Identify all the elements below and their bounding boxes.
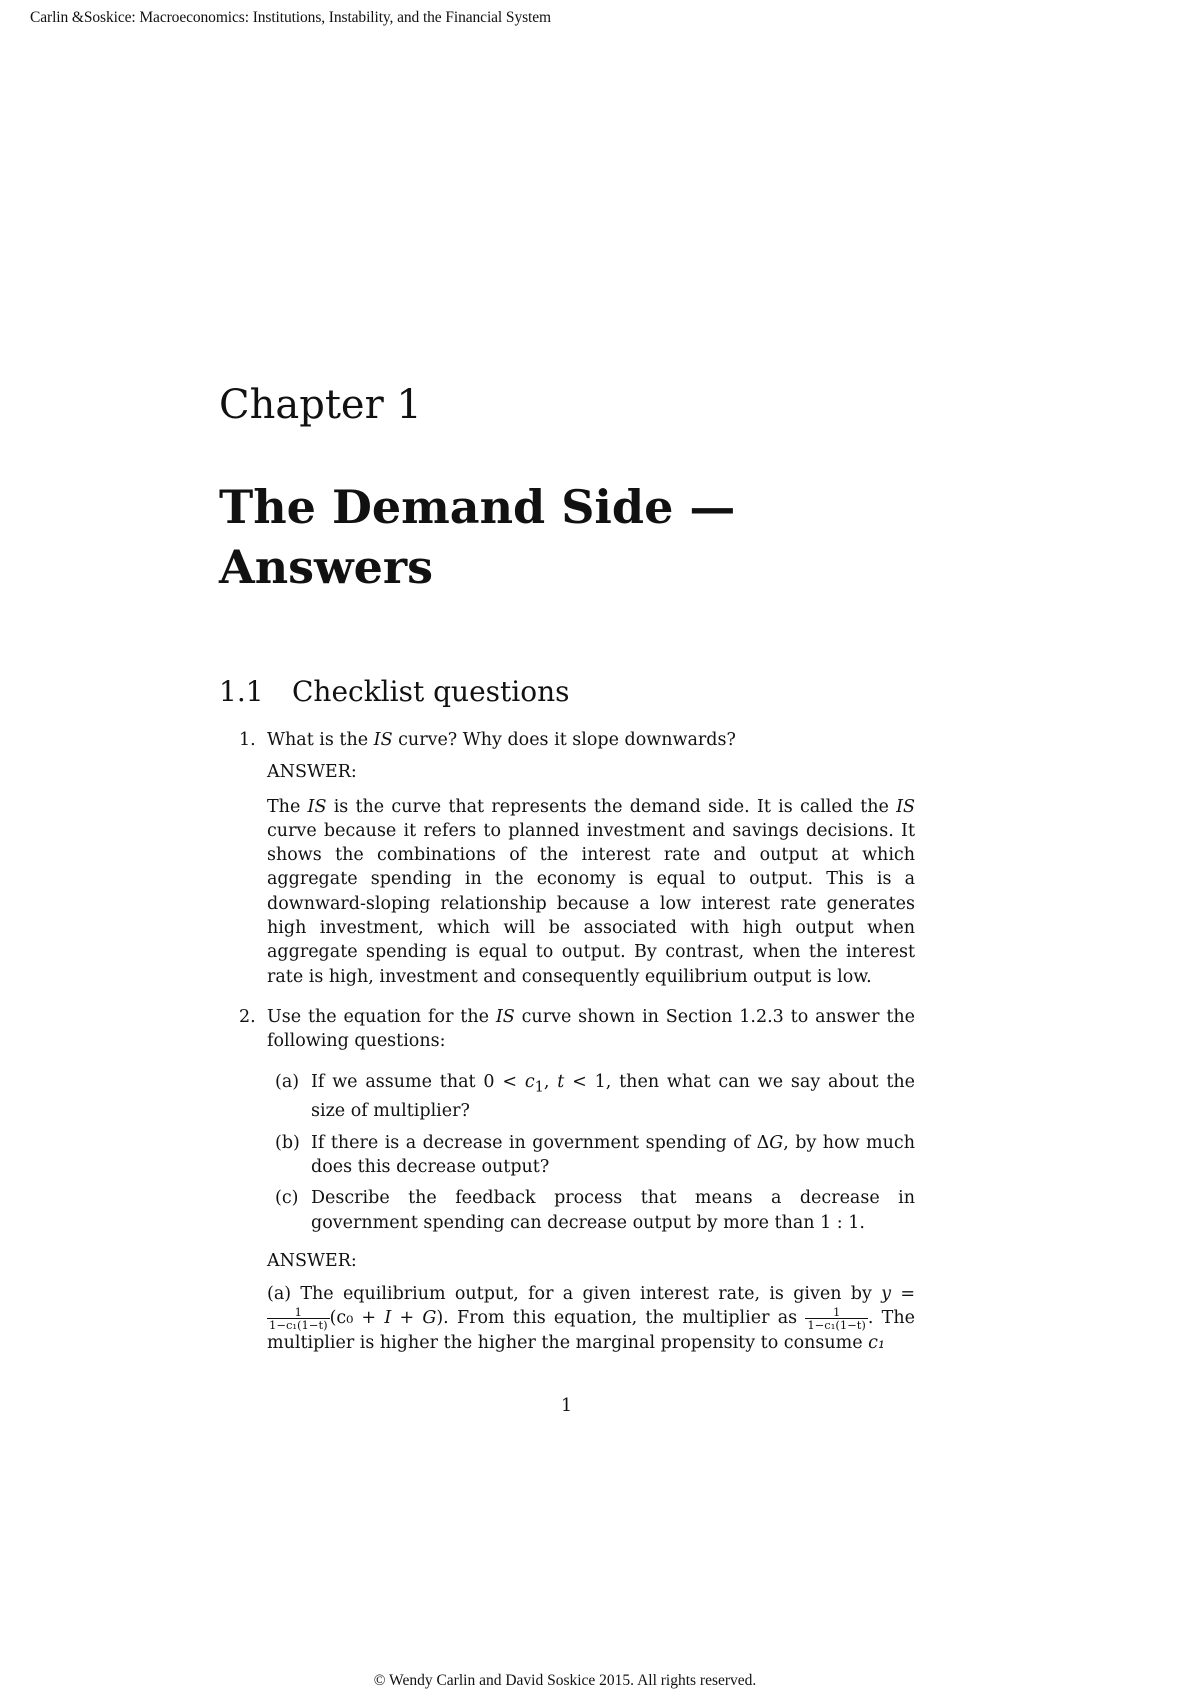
chapter-label: Chapter 1 xyxy=(219,382,422,428)
copyright-footer: © Wendy Carlin and David Soskice 2015. All rights reserved. xyxy=(373,1672,757,1689)
question-1-text-b: curve? Why does it slope downwards? xyxy=(392,730,736,750)
subpart-a xyxy=(267,1070,915,1124)
answer-2-y: y xyxy=(881,1284,892,1305)
question-2-text-b: curve shown in Section 1.2.3 to answer the following questions: xyxy=(267,1006,916,1052)
subpart-b xyxy=(267,1131,915,1180)
question-1-number: 1. xyxy=(239,730,256,750)
chapter-title xyxy=(219,477,735,597)
answer-1-math-1: IS xyxy=(307,796,327,817)
section-title: Checklist questions xyxy=(292,675,570,708)
fraction-1-numerator: 1 xyxy=(267,1306,330,1319)
answer-1-label: ANSWER: xyxy=(267,762,357,783)
fraction-2-numerator: 1 xyxy=(805,1306,868,1319)
answer-1-part-2: is the curve that represents the demand side. It is called the xyxy=(326,796,897,817)
subpart-b-text-2: , by how much does this decrease output? xyxy=(311,1132,915,1177)
subpart-a-text-1: If we assume that 0 < xyxy=(311,1071,525,1092)
page-number: 1 xyxy=(561,1396,573,1416)
subpart-a-marker: (a) xyxy=(275,1071,300,1092)
answer-2-part-4: + xyxy=(391,1308,423,1329)
subpart-a-math-t: t xyxy=(557,1071,565,1092)
section-number: 1.1 xyxy=(219,675,264,708)
subpart-c xyxy=(267,1186,915,1235)
subpart-c-text: Describe the feedback process that means a decrease in government spending can decrease output by more than 1 : 1. xyxy=(311,1188,915,1233)
question-2-subparts xyxy=(267,1070,915,1235)
question-1-text xyxy=(267,728,915,752)
question-1-math: IS xyxy=(373,730,393,750)
answer-1-part-1: The xyxy=(267,796,308,817)
question-1 xyxy=(219,728,915,989)
question-2-number: 2. xyxy=(239,1006,256,1027)
answer-2-part-2: = xyxy=(891,1284,915,1305)
question-1-text-a: What is the xyxy=(267,730,374,750)
subpart-b-text-1: If there is a decrease in government spending of Δ xyxy=(311,1132,770,1153)
answer-1-math-2: IS xyxy=(896,796,915,817)
answer-2-c1: c₁ xyxy=(868,1333,885,1354)
subpart-b-marker: (b) xyxy=(275,1132,300,1153)
question-2-text xyxy=(267,1005,915,1054)
answer-2-part-3: (c₀ + xyxy=(329,1308,385,1329)
subpart-a-text-3: < 1, then what can we say about the size of multiplier? xyxy=(311,1071,915,1122)
answer-2-g: G xyxy=(422,1308,437,1329)
chapter-title-line-2: Answers xyxy=(219,540,434,594)
subpart-a-sub: 1 xyxy=(534,1078,544,1096)
answer-2-text xyxy=(267,1282,915,1356)
answer-2-part-6: . The multiplier is higher the higher the marginal propensity to consume xyxy=(267,1308,915,1354)
fraction-2-denominator: 1−c₁(1−t) xyxy=(807,1318,866,1333)
running-header: Carlin &Soskice: Macroeconomics: Institutions, Instability, and the Financial System xyxy=(30,9,551,26)
body-column xyxy=(219,728,915,1356)
answer-2-part-1: (a) The equilibrium output, for a given interest rate, is given by xyxy=(267,1284,882,1305)
subpart-b-math-g: G xyxy=(769,1132,784,1153)
multiplier-fraction-1 xyxy=(267,1306,330,1331)
answer-1-part-3: curve because it refers to planned investment and savings decisions. It shows the combinations of the interest rate and output at which aggregate spending in the economy is equal to output. This is a downward-sloping relationship because a low interest rate generates high investment, which will be associated with high output when aggregate spending is equal to output. By contrast, when the interest rate is high, investment and consequently equilibrium output is low. xyxy=(267,820,915,987)
answer-2-label: ANSWER: xyxy=(267,1250,357,1271)
section-heading xyxy=(219,675,569,708)
multiplier-fraction-2 xyxy=(805,1306,868,1331)
chapter-title-line-1: The Demand Side — xyxy=(219,480,736,534)
subpart-a-math-c: c xyxy=(524,1071,535,1092)
answer-1-text xyxy=(267,795,915,989)
answer-2-part-5: ). From this equation, the multiplier as xyxy=(436,1308,806,1329)
fraction-1-denominator: 1−c₁(1−t) xyxy=(269,1318,328,1333)
question-2 xyxy=(219,1005,915,1356)
subpart-a-text-2: , xyxy=(543,1071,558,1092)
question-2-math: IS xyxy=(495,1006,515,1027)
answer-2-i: I xyxy=(384,1308,392,1329)
question-2-text-a: Use the equation for the xyxy=(267,1006,496,1027)
subpart-c-marker: (c) xyxy=(275,1188,299,1209)
